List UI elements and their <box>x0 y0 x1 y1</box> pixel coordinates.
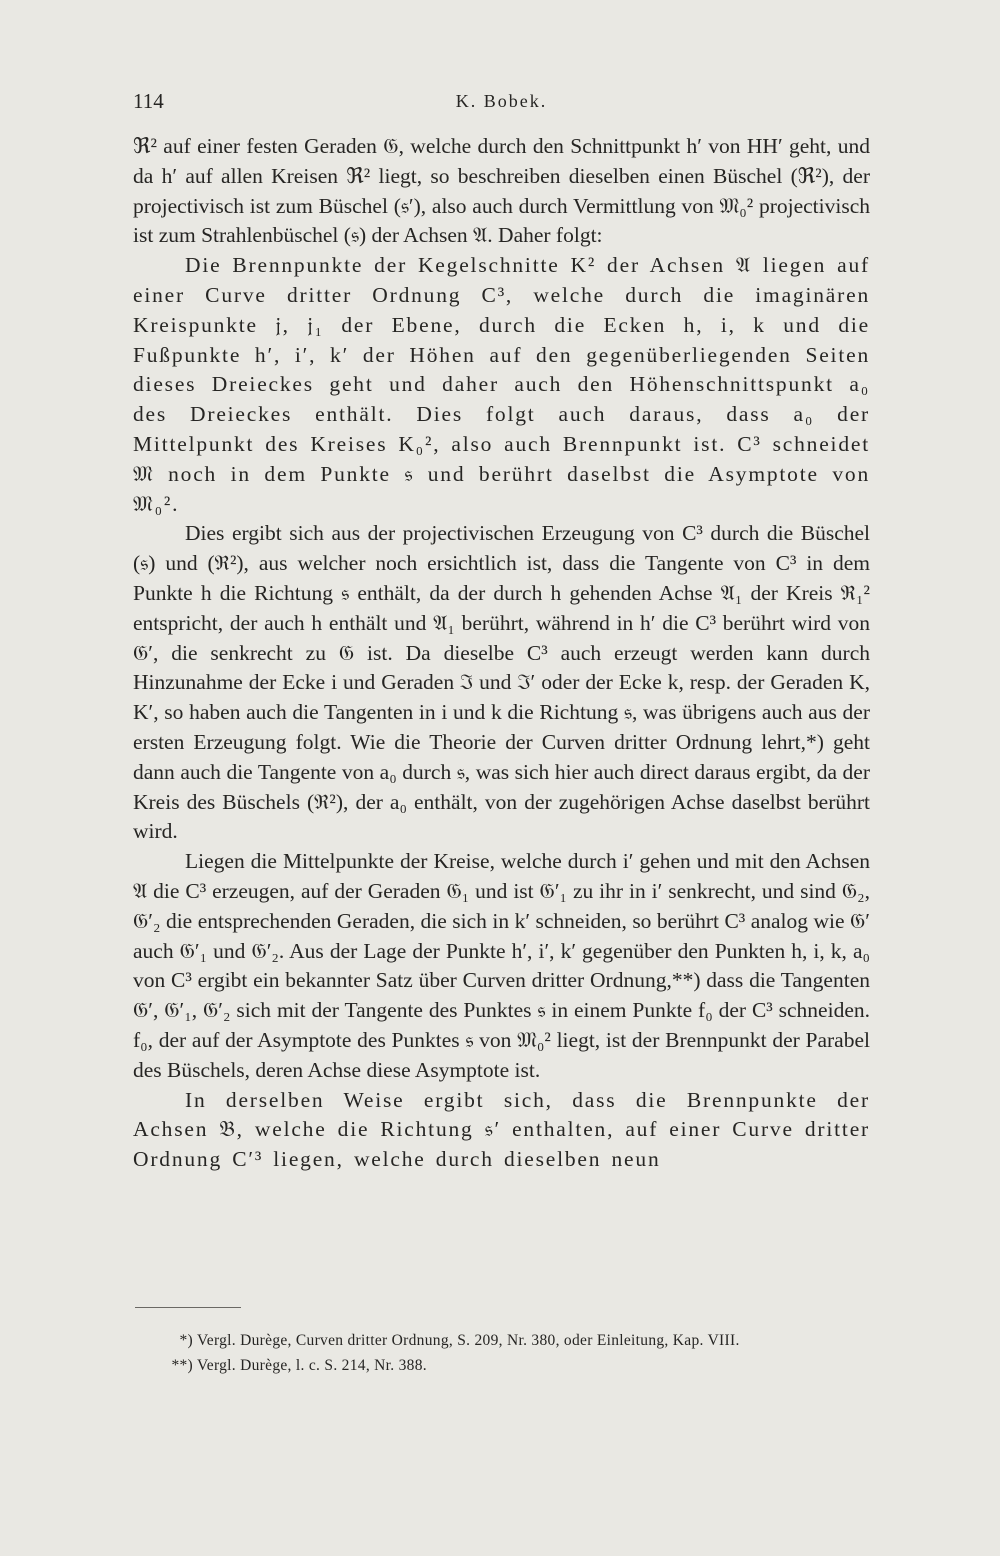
page-number: 114 <box>133 89 164 113</box>
footnote-1 <box>133 1330 870 1352</box>
footnote-2 <box>133 1355 870 1377</box>
page-header <box>133 86 870 116</box>
footnote-text: Vergl. Durège, Curven dritter Ordnung, S. 209, Nr. 380, oder Einleitung, Kap. VIII. <box>197 1332 740 1349</box>
footnote-marker: **) <box>171 1357 193 1374</box>
paragraph-second-curve: In derselben Weise ergibt sich, dass die Brennpunkte der Achsen 𝔅, welche die Richtung 𝔰′ enthalten, auf einer Curve dritter Ordnung C′³ liegen, welche durch dieselben neun <box>133 1087 870 1172</box>
footnote-rule <box>135 1307 241 1308</box>
paragraph-theorem: Die Brennpunkte der Kegelschnitte K² der Achsen 𝔄 liegen auf einer Curve dritter Ordnung C³, welche durch die imaginären Kreispunkte 𝔧, 𝔧₁ der Ebene, durch die Ecken h, i, k und die Fußpunkte h′, i′, k′ der Höhen auf den gegenüberliegenden Seiten dieses Dreieckes geht und daher auch den Höhenschnittspunkt a₀ des Dreieckes enthält. Dies folgt auch daraus, dass a₀ der Mittelpunkt des Kreises K₀², also auch Brennpunkt ist. C³ schneidet 𝔐 noch in dem Punkte 𝔰 und berührt daselbst die Asymptote von 𝔐₀². <box>133 253 870 516</box>
paragraph-continuation: ℜ² auf einer festen Geraden 𝔊, welche durch den Schnittpunkt h′ von HH′ geht, und da h′ auf allen Kreisen ℜ² liegt, so beschreiben dieselben einen Büschel (ℜ²), der projectivisch ist zum Büschel (𝔰′), also auch durch Vermittlung von 𝔐₀² projectivisch ist zum Strahlenbüschel (𝔰) der Achsen 𝔄. Daher folgt: <box>133 134 870 248</box>
body-text <box>133 132 870 1175</box>
paragraph-tangents: Liegen die Mittelpunkte der Kreise, welche durch i′ gehen und mit den Achsen 𝔄 die C³ erzeugen, auf der Geraden 𝔊₁ und ist 𝔊′₁ zu ihr in i′ senkrecht, und sind 𝔊₂, 𝔊′₂ die entsprechenden Geraden, die sich in k′ schneiden, so berührt C³ analog wie 𝔊′ auch 𝔊′₁ und 𝔊′₂. Aus der Lage der Punkte h′, i′, k′ gegenüber den Punkten h, i, k, a₀ von C³ ergibt ein bekannter Satz über Curven dritter Ordnung,**) dass die Tangenten 𝔊′, 𝔊′₁, 𝔊′₂ sich mit der Tangente des Punktes 𝔰 in einem Punkte f₀ der C³ schneiden. f₀, der auf der Asymptote des Punktes 𝔰 von 𝔐₀² liegt, ist der Brennpunkt der Parabel des Büschels, deren Achse diese Asymptote ist. <box>133 849 870 1082</box>
footnote-marker: *) <box>179 1332 193 1349</box>
footnote-text: Vergl. Durège, l. c. S. 214, Nr. 388. <box>197 1357 427 1374</box>
paragraph-proof: Dies ergibt sich aus der projectivischen Erzeugung von C³ durch die Büschel (𝔰) und (ℜ²), aus welcher noch ersichtlich ist, dass die Tangente von C³ in dem Punkte h die Richtung 𝔰 enthält, da der durch h gehenden Achse 𝔄₁ der Kreis ℜ₁² entspricht, der auch h enthält und 𝔄₁ berührt, während in h′ die C³ berührt wird von 𝔊′, die senkrecht zu 𝔊 ist. Da dieselbe C³ auch erzeugt werden kann durch Hinzunahme der Ecke i und Geraden ℑ und ℑ′ oder der Ecke k, resp. der Geraden K, K′, so haben auch die Tangenten in i und k die Richtung 𝔰, was übrigens auch aus der ersten Erzeugung folgt. Wie die Theorie der Curven dritter Ordnung lehrt,*) geht dann auch die Tangente von a₀ durch 𝔰, was sich hier auch direct daraus ergibt, da der Kreis des Büschels (ℜ²), der a₀ enthält, von der zugehörigen Achse daselbst berührt wird. <box>133 521 870 844</box>
running-title: K. Bobek. <box>455 91 548 111</box>
